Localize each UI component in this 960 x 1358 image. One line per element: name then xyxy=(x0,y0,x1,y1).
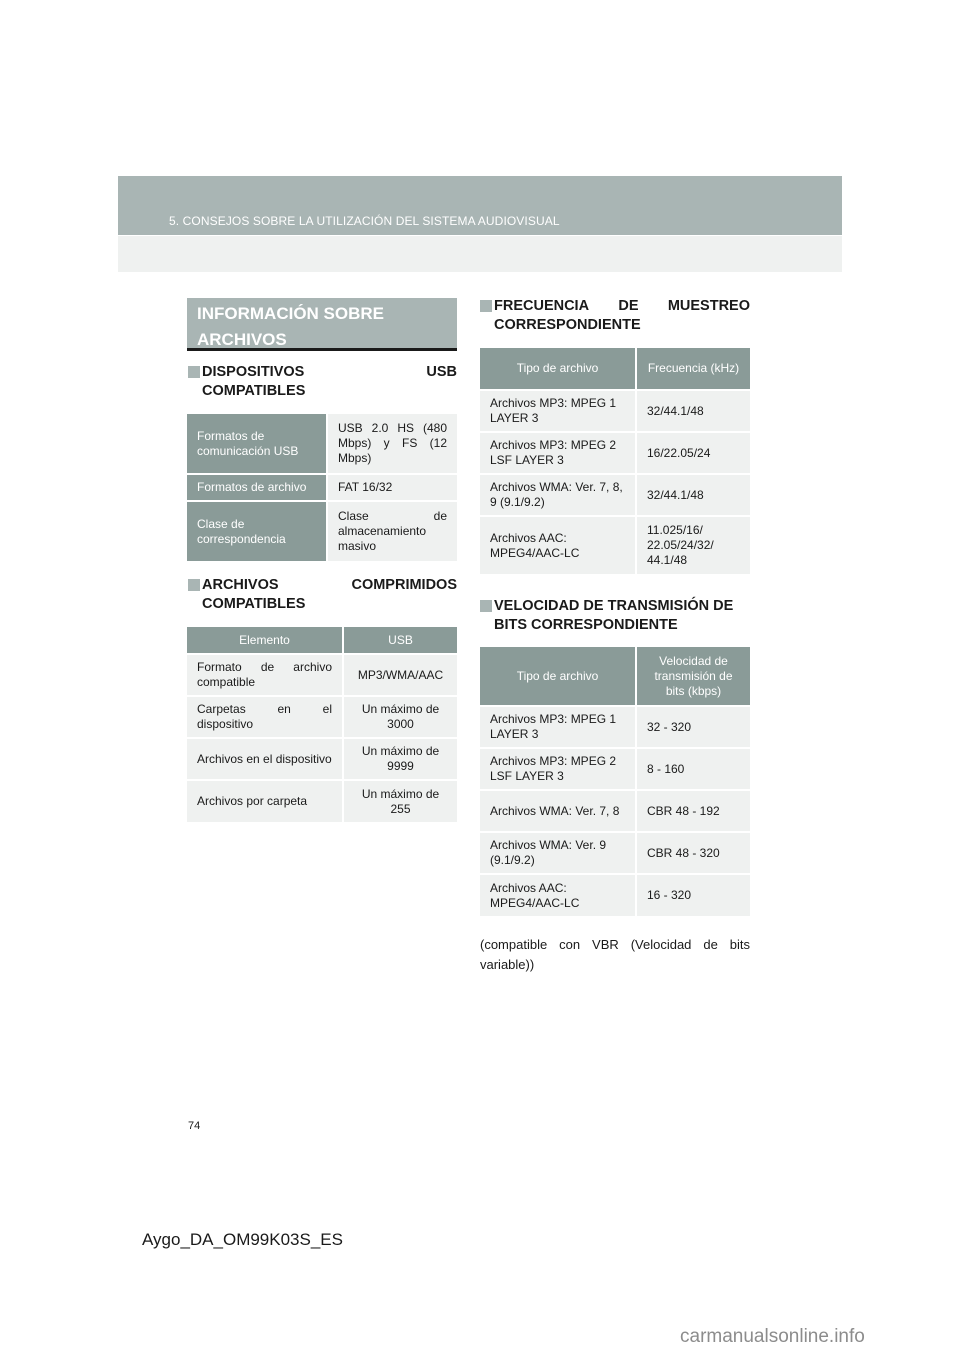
heading-text: VELOCIDAD DE TRANSMISIÓN DE xyxy=(494,598,734,614)
table-row xyxy=(187,696,457,738)
table-row xyxy=(187,738,457,780)
row-value: Clase de almacenamiento masivo xyxy=(327,501,457,561)
row-type: Archivos MP3: MPEG 1 LAYER 3 xyxy=(480,706,636,748)
table-row xyxy=(187,474,457,501)
square-bullet-icon xyxy=(480,300,492,312)
row-value: CBR 48 - 192 xyxy=(636,790,750,832)
square-bullet-icon xyxy=(188,366,200,378)
section-title-line2: ARCHIVOS xyxy=(197,330,287,349)
row-label: Formatos de comunicación USB xyxy=(187,414,327,474)
heading-text: USB xyxy=(426,364,457,380)
watermark: carmanualsonline.info xyxy=(680,1326,865,1347)
row-label: Formatos de archivo xyxy=(187,474,327,501)
sampling-frequency-heading xyxy=(480,297,750,335)
row-value: 32/44.1/48 xyxy=(636,390,750,432)
row-type: Archivos AAC: MPEG4/AAC-LC xyxy=(480,516,636,574)
column-header: Tipo de archivo xyxy=(480,647,636,706)
table-header-row xyxy=(187,627,457,654)
section-title-box xyxy=(187,298,457,351)
table-row xyxy=(480,790,750,832)
column-header: USB xyxy=(343,627,457,654)
row-value: 32/44.1/48 xyxy=(636,474,750,516)
square-bullet-icon xyxy=(480,600,492,612)
row-item: Carpetas en el dispositivo xyxy=(187,696,343,738)
heading-text: MUESTREO xyxy=(667,298,750,314)
usb-devices-heading xyxy=(188,363,457,401)
chapter-header-band xyxy=(118,176,842,235)
column-header: Frecuencia (kHz) xyxy=(636,348,750,390)
bit-rate-heading xyxy=(480,597,750,635)
row-type: Archivos WMA: Ver. 7, 8 xyxy=(480,790,636,832)
table-row xyxy=(480,474,750,516)
table-row xyxy=(480,706,750,748)
column-header: Tipo de archivo xyxy=(480,348,636,390)
row-usb: MP3/WMA/AAC xyxy=(343,654,457,696)
row-value: FAT 16/32 xyxy=(327,474,457,501)
vbr-note: (compatible con VBR (Velocidad de bits variable)) xyxy=(480,937,750,972)
square-bullet-icon xyxy=(188,579,200,591)
table-row xyxy=(187,654,457,696)
row-value: 11.025/16/ 22.05/24/32/ 44.1/48 xyxy=(636,516,750,574)
compressed-files-table xyxy=(187,627,457,822)
table-row xyxy=(480,832,750,874)
section-title-line1: INFORMACIÓN SOBRE xyxy=(197,304,384,323)
row-type: Archivos WMA: Ver. 9 (9.1/9.2) xyxy=(480,832,636,874)
row-usb: Un máximo de 255 xyxy=(343,780,457,822)
compressed-files-heading xyxy=(188,576,457,614)
heading-text: BITS CORRESPONDIENTE xyxy=(494,617,678,633)
bit-rate-table xyxy=(480,647,750,916)
table-header-row xyxy=(480,647,750,706)
row-type: Archivos MP3: MPEG 1 LAYER 3 xyxy=(480,390,636,432)
table-row xyxy=(480,516,750,574)
row-label: Clase de correspondencia xyxy=(187,501,327,561)
heading-text: CORRESPONDIENTE xyxy=(494,317,641,333)
table-row xyxy=(480,874,750,916)
page-number: 74 xyxy=(188,1120,201,1132)
heading-text: COMPATIBLES xyxy=(202,383,306,399)
heading-text: DISPOSITIVOS xyxy=(202,364,305,380)
row-value: CBR 48 - 320 xyxy=(636,832,750,874)
table-row xyxy=(480,390,750,432)
column-header: Elemento xyxy=(187,627,343,654)
row-usb: Un máximo de 9999 xyxy=(343,738,457,780)
row-type: Archivos AAC: MPEG4/AAC-LC xyxy=(480,874,636,916)
table-row xyxy=(480,748,750,790)
row-value: USB 2.0 HS (480 Mbps) y FS (12 Mbps) xyxy=(327,414,457,474)
sampling-frequency-table xyxy=(480,348,750,574)
heading-text: ARCHIVOS xyxy=(202,577,279,593)
row-type: Archivos MP3: MPEG 2 LSF LAYER 3 xyxy=(480,432,636,474)
row-item: Archivos en el dispositivo xyxy=(187,738,343,780)
row-type: Archivos MP3: MPEG 2 LSF LAYER 3 xyxy=(480,748,636,790)
row-item: Archivos por carpeta xyxy=(187,780,343,822)
chapter-title: 5. CONSEJOS SOBRE LA UTILIZACIÓN DEL SISTEMA AUDIOVISUAL xyxy=(169,214,560,228)
document-id: Aygo_DA_OM99K03S_ES xyxy=(142,1230,343,1249)
table-row xyxy=(480,432,750,474)
row-value: 16 - 320 xyxy=(636,874,750,916)
usb-devices-table xyxy=(187,414,457,561)
row-item: Formato de archivo compatible xyxy=(187,654,343,696)
row-value: 16/22.05/24 xyxy=(636,432,750,474)
heading-text: FRECUENCIA xyxy=(494,298,590,314)
table-row xyxy=(187,414,457,474)
heading-text: COMPATIBLES xyxy=(202,596,306,612)
heading-text: DE xyxy=(618,298,639,314)
row-type: Archivos WMA: Ver. 7, 8, 9 (9.1/9.2) xyxy=(480,474,636,516)
heading-text: COMPRIMIDOS xyxy=(351,577,457,593)
row-usb: Un máximo de 3000 xyxy=(343,696,457,738)
table-row xyxy=(187,501,457,561)
table-row xyxy=(187,780,457,822)
row-value: 8 - 160 xyxy=(636,748,750,790)
row-value: 32 - 320 xyxy=(636,706,750,748)
chapter-subheader-band xyxy=(118,236,842,272)
column-header: Velocidad de transmisión de bits (kbps) xyxy=(636,647,750,706)
table-header-row xyxy=(480,348,750,390)
